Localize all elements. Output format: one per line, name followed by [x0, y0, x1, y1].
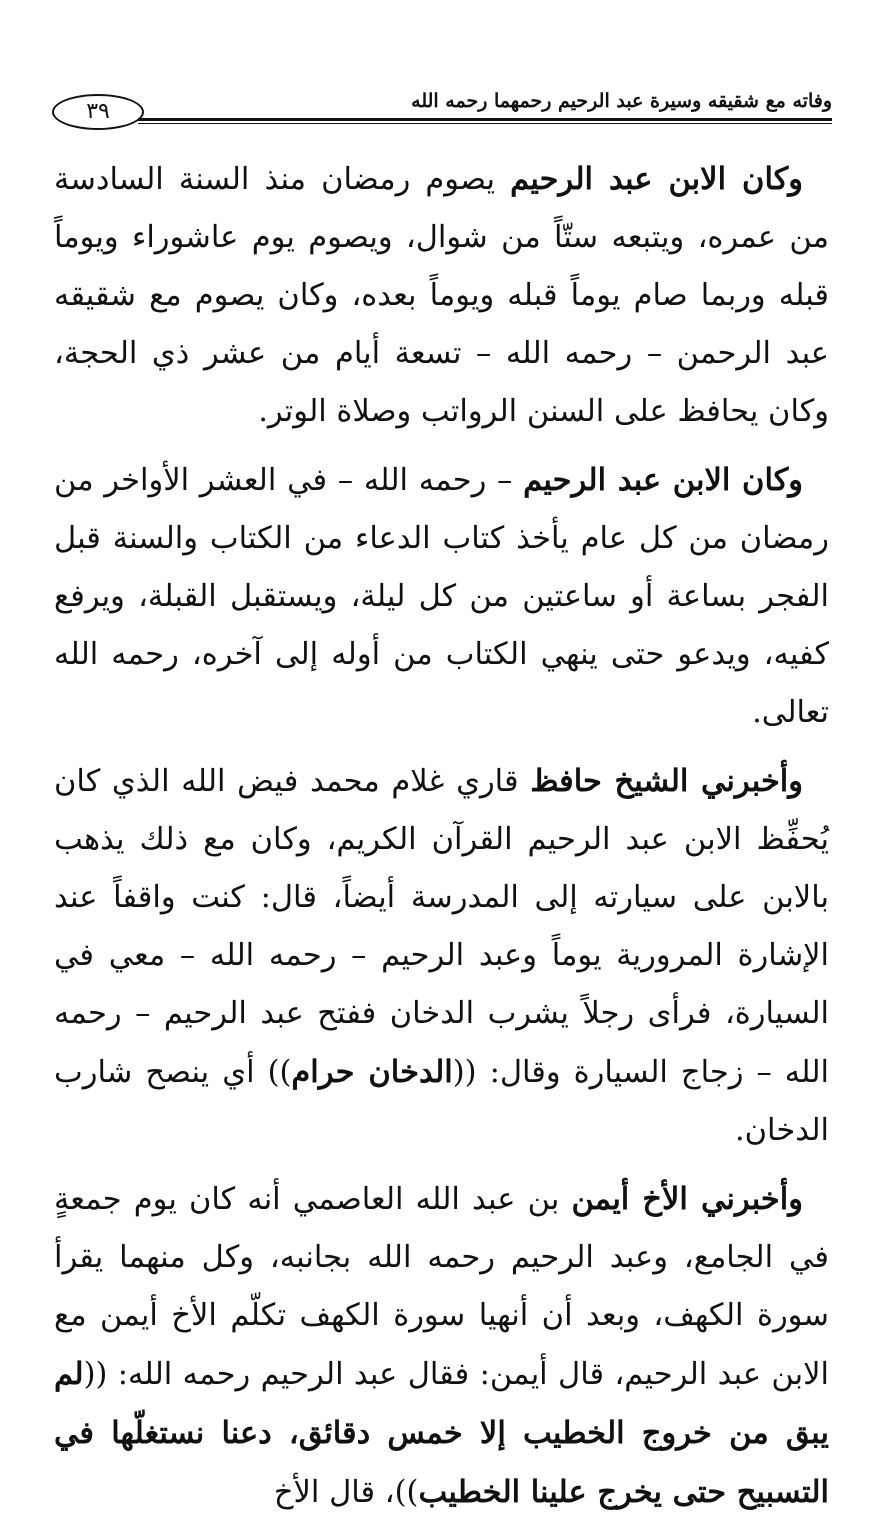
paragraph-ramadan-dua: [54, 451, 829, 742]
page-number-oval: [52, 94, 144, 130]
header-rule: [138, 118, 832, 124]
paragraph-text: بن عبد الله العاصمي أنه كان يوم جمعةٍ في الجامع، وعبد الرحيم رحمه الله بجانبه، وكل منهما يقرأ سورة الكهف، وبعد أن أنهيا سورة الكهف تكلّم الأخ أيمن مع الابن عبد الرحيم، قال أيمن: فقال عبد الرحيم رحمه الله: ((: [54, 1182, 829, 1392]
paragraph-text: ))، قال الأخ: [273, 1475, 419, 1510]
paragraph-ayman: [54, 1170, 829, 1522]
paragraph-fasting: [54, 150, 829, 441]
page-number: ٣٩: [86, 99, 110, 124]
paragraph-lead: وأخبرني الشيخ حافظ: [530, 763, 804, 799]
paragraph-text: – رحمه الله – في العشر الأواخر من رمضان من كل عام يأخذ كتاب الدعاء من الكتاب والسنة قبل الفجر بساعة أو ساعتين من كل ليلة، ويستقبل القبلة، ويرفع كفيه، ويدعو حتى ينهي الكتاب من أوله إلى آخره، رحمه الله تعالى.: [54, 463, 829, 730]
bold-quote: لم يبق من خروج الخطيب إلا خمس دقائق، دعنا نستغلّها في التسبيح حتى يخرج علينا الخطيب: [54, 1356, 829, 1510]
paragraph-lead: وكان الابن عبد الرحيم: [510, 161, 803, 197]
running-header-title: وفاته مع شقيقه وسيرة عبد الرحيم رحمهما رحمه الله: [411, 90, 832, 112]
paragraph-lead: وكان الابن عبد الرحيم: [523, 462, 803, 498]
paragraph-lead: وأخبرني الأخ أيمن: [571, 1181, 803, 1217]
paragraph-sheikh-hafiz: [54, 752, 829, 1160]
paragraph-text: قاري غلام محمد فيض الله الذي كان يُحفِّظ الابن عبد الرحيم القرآن الكريم، وكان مع ذلك يذهب بالابن على سيارته إلى المدرسة أيضاً، قال: كنت واقفاً عند الإشارة المرورية يوماً وعبد الرحيم – رحمه الله – معي في السيارة، فرأى رجلاً يشرب الدخان ففتح عبد الرحيم – رحمه الله – زجاج السيارة وقال: ((: [54, 764, 829, 1090]
paragraph-text: يصوم رمضان منذ السنة السادسة من عمره، ويتبعه ستّاً من شوال، ويصوم يوم عاشوراء ويوماً قبله وربما صام يوماً قبله ويوماً بعده، وكان يصوم مع شقيقه عبد الرحمن – رحمه الله – تسعة أيام من عشر ذي الحجة، وكان يحافظ على السنن الرواتب وصلاة الوتر.: [54, 162, 829, 429]
paragraph-text: )) أي ينصح شارب الدخان.: [54, 1055, 829, 1148]
bold-quote: الدخان حرام: [291, 1054, 453, 1090]
page-body: [54, 150, 829, 1532]
page-header: [52, 88, 832, 134]
